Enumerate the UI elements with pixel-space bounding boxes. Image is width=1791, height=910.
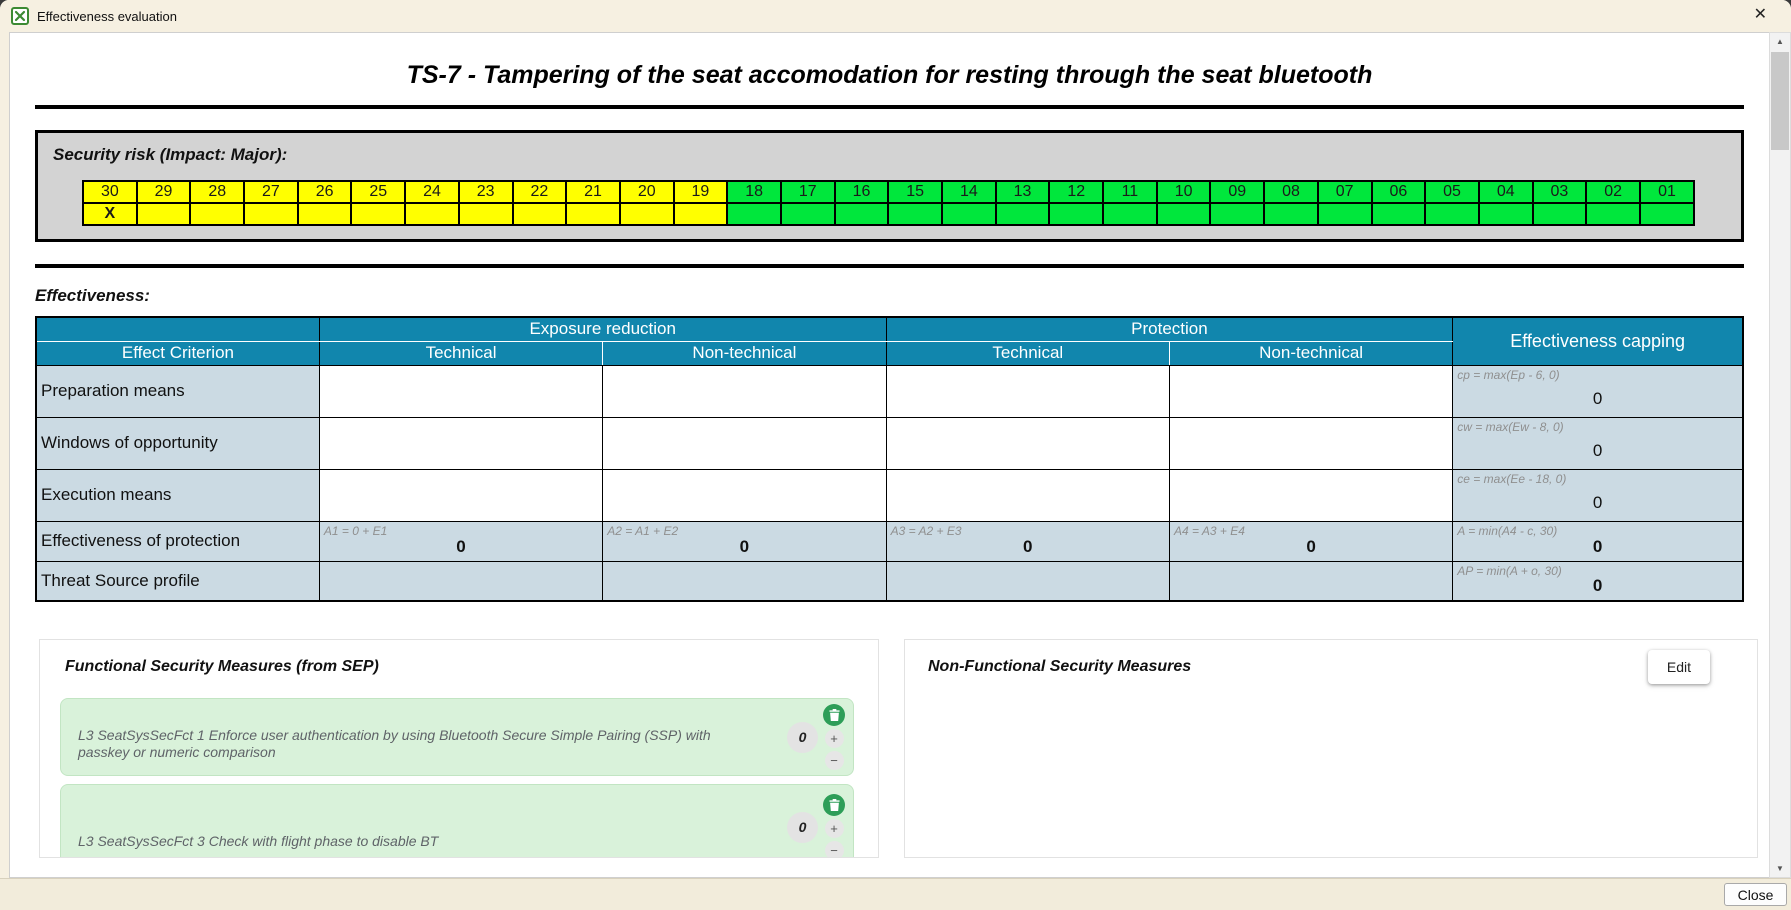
scroll-up-icon[interactable]: ▲: [1770, 33, 1790, 50]
measure-controls: [787, 704, 845, 770]
trash-icon: [829, 709, 840, 721]
risk-scale-cell-25: 25: [351, 181, 405, 203]
risk-scale-cell-02: 02: [1586, 181, 1640, 203]
app-icon: [11, 7, 29, 25]
risk-scale-values-row: [83, 181, 1694, 203]
effect-value-cell: [1169, 417, 1452, 469]
effect-value-cell: [319, 365, 602, 417]
effect-value: 0: [1306, 536, 1316, 556]
functional-measures-list: [60, 698, 854, 858]
effectiveness-label: Effectiveness:: [35, 286, 150, 305]
risk-marker-cell-29: [137, 203, 191, 225]
risk-scale-cell-28: 28: [190, 181, 244, 203]
capping-cell: [1453, 417, 1743, 469]
risk-marker-cell-13: [996, 203, 1050, 225]
formula-label: A1 = 0 + E1: [323, 523, 388, 538]
measure-buttons: [823, 704, 845, 770]
risk-marker-cell-19: [674, 203, 728, 225]
capping-cell: [1453, 521, 1743, 561]
effect-value-cell: [603, 521, 886, 561]
risk-marker-cell-24: [405, 203, 459, 225]
risk-marker-cell-18: [727, 203, 781, 225]
formula-label: A2 = A1 + E2: [607, 523, 679, 538]
risk-marker-cell-15: [888, 203, 942, 225]
capping-cell: [1453, 365, 1743, 417]
measure-count-badge: 0: [787, 812, 818, 843]
risk-marker-cell-20: [620, 203, 674, 225]
risk-marker-cell-01: [1640, 203, 1694, 225]
header-protection-technical: Technical: [886, 341, 1169, 365]
effect-value-cell: [886, 521, 1169, 561]
increment-measure-button[interactable]: +: [825, 819, 844, 838]
page-title: TS-7 - Tampering of the seat accomodation for resting through the seat bluetooth: [406, 61, 1373, 89]
header-exposure-non-technical: Non-technical: [603, 341, 886, 365]
window-close-button[interactable]: ✕: [1750, 5, 1771, 25]
effect-value-cell: [603, 561, 886, 601]
risk-scale-cell-14: 14: [942, 181, 996, 203]
effect-value-cell: [1169, 521, 1452, 561]
security-risk-label: Security risk (Impact: Major):: [53, 145, 288, 164]
security-measure-text: L3 SeatSysSecFct 1 Enforce user authentication by using Bluetooth Secure Simple Pairing (SSP) with passkey or numeric comparison: [78, 727, 711, 760]
risk-marker-cell-03: [1533, 203, 1587, 225]
effect-value-cell: [603, 365, 886, 417]
risk-marker-cell-08: [1264, 203, 1318, 225]
risk-scale-cell-16: 16: [835, 181, 889, 203]
measure-count-badge: 0: [787, 722, 818, 753]
scroll-down-icon[interactable]: ▼: [1770, 860, 1790, 877]
risk-scale-cell-05: 05: [1425, 181, 1479, 203]
effect-criterion-label: Windows of opportunity: [36, 417, 319, 469]
risk-marker-cell-22: [513, 203, 567, 225]
functional-measures-title: Functional Security Measures (from SEP): [65, 658, 379, 675]
risk-scale-cell-12: 12: [1049, 181, 1103, 203]
security-risk-panel: [35, 130, 1744, 242]
capping-cell: [1453, 561, 1743, 601]
non-functional-measures-panel: [904, 639, 1758, 858]
header-exposure-technical: Technical: [319, 341, 602, 365]
risk-scale-cell-08: 08: [1264, 181, 1318, 203]
effect-row: [36, 365, 1743, 417]
risk-scale-marker-row: [83, 203, 1694, 225]
divider-top: [35, 105, 1744, 109]
dialog-content: [9, 32, 1769, 878]
formula-label: cw = max(Ew - 8, 0): [1457, 419, 1564, 434]
effect-value-cell: [1169, 365, 1452, 417]
functional-measures-panel: [39, 639, 879, 858]
capping-value: 0: [1592, 388, 1603, 408]
effect-row: [36, 521, 1743, 561]
effect-value-cell: [886, 561, 1169, 601]
header-effectiveness-capping: Effectiveness capping: [1453, 317, 1743, 365]
header-protection-non-technical: Non-technical: [1169, 341, 1452, 365]
effect-value-cell: [1169, 469, 1452, 521]
decrement-measure-button[interactable]: −: [825, 841, 844, 858]
capping-value: 0: [1592, 576, 1603, 595]
effect-value-cell: [319, 417, 602, 469]
risk-marker-cell-21: [566, 203, 620, 225]
effect-value: 0: [739, 536, 750, 556]
risk-scale-cell-22: 22: [513, 181, 567, 203]
risk-marker-cell-14: [942, 203, 996, 225]
risk-scale: [82, 180, 1695, 226]
risk-scale-cell-10: 10: [1157, 181, 1211, 203]
window-title: Effectiveness evaluation: [37, 8, 177, 24]
risk-scale-cell-30: 30: [83, 181, 137, 203]
risk-scale-cell-04: 04: [1479, 181, 1533, 203]
risk-marker-cell-05: [1425, 203, 1479, 225]
effect-criterion-label: Effectiveness of protection: [36, 521, 319, 561]
risk-scale-cell-01: 01: [1640, 181, 1694, 203]
decrement-measure-button[interactable]: −: [825, 751, 844, 770]
risk-scale-cell-15: 15: [888, 181, 942, 203]
non-functional-measures-title: Non-Functional Security Measures: [928, 658, 1192, 675]
risk-scale-cell-23: 23: [459, 181, 513, 203]
effect-value: 0: [456, 536, 466, 556]
delete-measure-button[interactable]: [823, 704, 845, 726]
effect-value-cell: [886, 469, 1169, 521]
dialog-body: [0, 32, 1791, 878]
trash-icon: [829, 799, 840, 811]
effectiveness-header-groups-row: [36, 317, 1743, 341]
effect-row: [36, 417, 1743, 469]
effect-value-cell: [1169, 561, 1452, 601]
risk-marker-cell-25: [351, 203, 405, 225]
effect-value: 0: [1023, 536, 1033, 556]
capping-value: 0: [1592, 536, 1603, 556]
risk-scale-cell-24: 24: [405, 181, 459, 203]
formula-label: A3 = A2 + E3: [890, 523, 962, 538]
capping-value: 0: [1592, 492, 1603, 512]
risk-scale-cell-13: 13: [996, 181, 1050, 203]
security-measure-card: [60, 784, 854, 858]
header-exposure-reduction: Exposure reduction: [319, 317, 886, 341]
security-measure-text: L3 SeatSysSecFct 3 Check with flight phase to disable BT: [78, 833, 439, 849]
risk-marker-cell-09: [1210, 203, 1264, 225]
risk-scale-cell-17: 17: [781, 181, 835, 203]
measure-controls: [787, 794, 845, 858]
formula-label: A = min(A4 - c, 30): [1457, 523, 1558, 538]
risk-scale-cell-11: 11: [1103, 181, 1157, 203]
effectiveness-table: [35, 316, 1744, 602]
effect-value-cell: [886, 417, 1169, 469]
risk-scale-cell-26: 26: [298, 181, 352, 203]
risk-marker-cell-06: [1372, 203, 1426, 225]
effect-value-cell: [603, 469, 886, 521]
formula-label: cp = max(Ep - 6, 0): [1457, 367, 1560, 382]
dialog-footer: [0, 878, 1791, 910]
risk-scale-cell-07: 07: [1318, 181, 1372, 203]
effect-row: [36, 469, 1743, 521]
effect-value-cell: [319, 561, 602, 601]
capping-value: 0: [1592, 440, 1603, 460]
risk-scale-cell-18: 18: [727, 181, 781, 203]
effect-row: [36, 561, 1743, 601]
risk-scale-cell-06: 06: [1372, 181, 1426, 203]
risk-marker-cell-27: [244, 203, 298, 225]
risk-scale-cell-29: 29: [137, 181, 191, 203]
effect-value-cell: [886, 365, 1169, 417]
risk-marker-cell-11: [1103, 203, 1157, 225]
divider-middle: [35, 264, 1744, 268]
effect-criterion-label: Execution means: [36, 469, 319, 521]
risk-marker-cell-04: [1479, 203, 1533, 225]
risk-scale-cell-27: 27: [244, 181, 298, 203]
increment-measure-button[interactable]: +: [825, 729, 844, 748]
capping-cell: [1453, 469, 1743, 521]
effect-value-cell: [319, 521, 602, 561]
risk-marker-cell-16: [835, 203, 889, 225]
titlebar: [0, 0, 1791, 32]
delete-measure-button[interactable]: [823, 794, 845, 816]
risk-scale-cell-03: 03: [1533, 181, 1587, 203]
risk-marker-cell-12: [1049, 203, 1103, 225]
edit-button[interactable]: Edit: [1648, 650, 1710, 684]
measure-buttons: [823, 794, 845, 858]
security-measure-card: [60, 698, 854, 776]
effect-criterion-label: Preparation means: [36, 365, 319, 417]
scrollbar-thumb[interactable]: [1771, 52, 1789, 150]
risk-marker-cell-26: [298, 203, 352, 225]
risk-scale-cell-21: 21: [566, 181, 620, 203]
measures-panels: [39, 639, 1769, 858]
risk-marker-cell-02: [1586, 203, 1640, 225]
vertical-scrollbar[interactable]: [1769, 32, 1791, 878]
formula-label: ce = max(Ee - 18, 0): [1457, 471, 1567, 486]
risk-marker-cell-23: [459, 203, 513, 225]
risk-marker-cell-07: [1318, 203, 1372, 225]
risk-marker-cell-30: X: [83, 203, 137, 225]
header-spacer-cell: [36, 317, 319, 341]
risk-marker-cell-28: [190, 203, 244, 225]
risk-scale-cell-19: 19: [674, 181, 728, 203]
formula-label: AP = min(A + o, 30): [1457, 563, 1562, 578]
close-button[interactable]: Close: [1724, 883, 1787, 906]
risk-scale-cell-20: 20: [620, 181, 674, 203]
risk-marker-cell-10: [1157, 203, 1211, 225]
header-effect-criterion: Effect Criterion: [36, 341, 319, 365]
risk-scale-cell-09: 09: [1210, 181, 1264, 203]
effect-criterion-label: Threat Source profile: [36, 561, 319, 601]
header-protection: Protection: [886, 317, 1453, 341]
effect-value-cell: [603, 417, 886, 469]
risk-marker-cell-17: [781, 203, 835, 225]
formula-label: A4 = A3 + E4: [1173, 523, 1245, 538]
effect-value-cell: [319, 469, 602, 521]
